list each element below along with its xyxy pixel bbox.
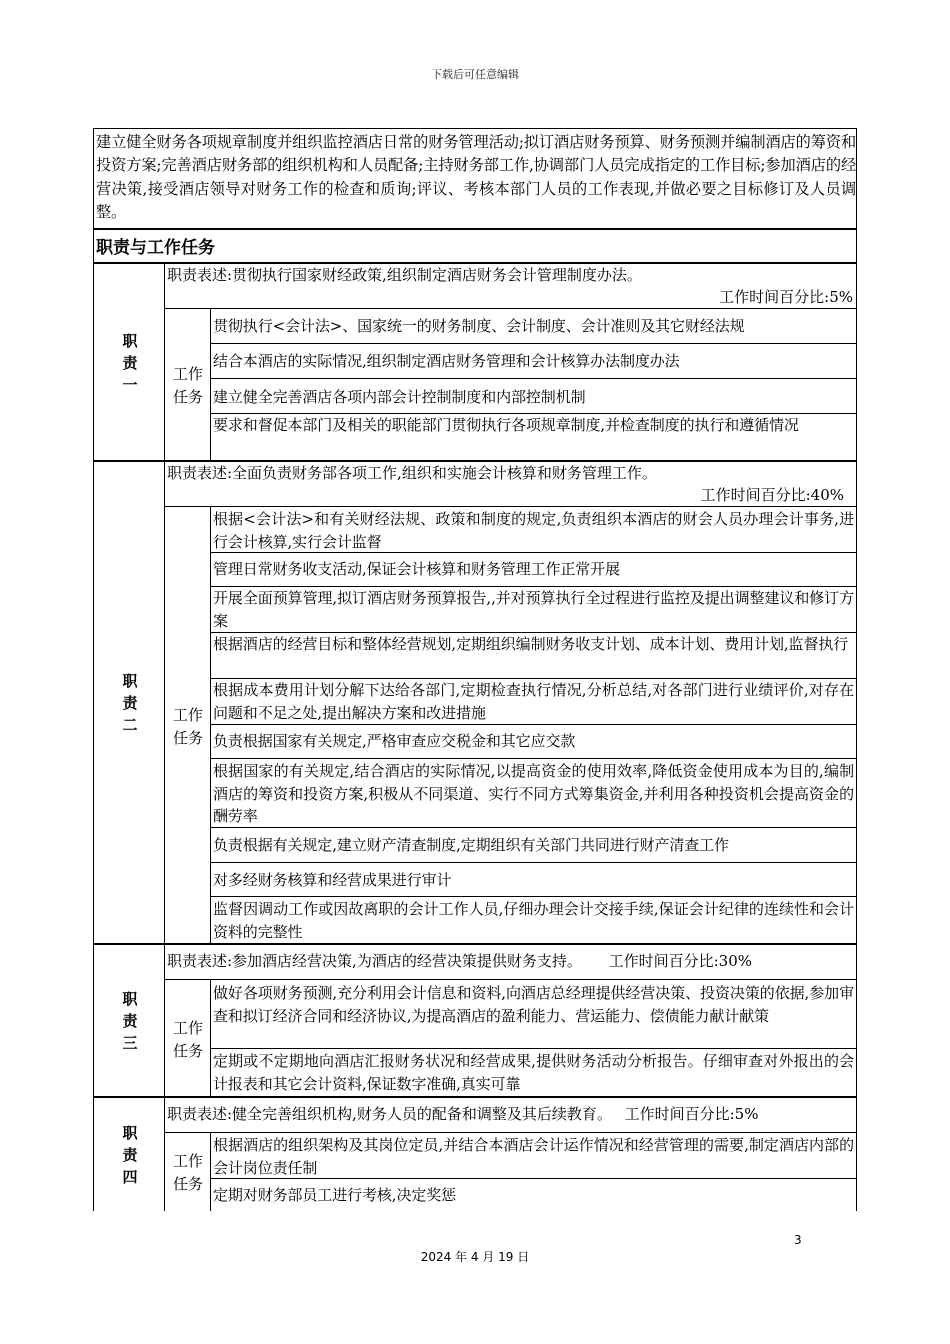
task-item: 要求和督促本部门及相关的职能部门贯彻执行各项规章制度,并检查制度的执行和遵循情况: [213, 416, 799, 434]
duty-title-text: 职责四: [122, 1124, 138, 1186]
duty-percent: 工作时间百分比:30%: [608, 952, 753, 970]
divider: [164, 1132, 857, 1133]
duty-description: [167, 950, 752, 972]
task-item: 建立健全完善酒店各项内部会计控制制度和内部控制机制: [213, 388, 586, 406]
work-label-text: 工作任务: [172, 1019, 203, 1060]
page-number: 3: [794, 1233, 802, 1247]
task-item: 管理日常财务收支活动,保证会计核算和财务管理工作正常开展: [213, 560, 620, 578]
work-label-text: 工作任务: [172, 706, 203, 747]
task-item: 定期或不定期地向酒店汇报财务状况和经营成果,提供财务活动分析报告。仔细审查对外报出的会计报表和其它会计资料,保证数字准确,真实可靠: [213, 1052, 854, 1093]
divider: [93, 943, 857, 945]
task-item: 结合本酒店的实际情况,组织制定酒店财务管理和会计核算办法制度办法: [213, 352, 680, 370]
duty-title: [96, 988, 164, 1054]
task-item: 负责根据有关规定,建立财产清查制度,定期组织有关部门共同进行财产清查工作: [213, 836, 729, 854]
task-item: 监督因调动工作或因故离职的会计工作人员,仔细办理会计交接手续,保证会计纪律的连续性和会计资料的完整性: [213, 900, 854, 941]
work-label-text: 工作任务: [172, 1152, 203, 1193]
duty-percent: 工作时间百分比:40%: [700, 486, 844, 504]
work-label: [166, 363, 210, 409]
divider: [164, 506, 857, 507]
task-item: 做好各项财务预测,充分利用会计信息和资料,向酒店总经理提供经营决策、投资决策的依据,参加审查和拟订经济合同和经济协议,为提高酒店的盈利能力、营运能力、偿债能力献计献策: [213, 984, 854, 1025]
divider: [210, 896, 857, 897]
duty-description-text: 职责表述:健全完善组织机构,财务人员的配备和调整及其后续教育。: [167, 1105, 612, 1123]
divider: [210, 862, 857, 863]
divider: [93, 228, 857, 230]
task-item: 对多经财务核算和经营成果进行审计: [213, 871, 452, 889]
work-label: [166, 1150, 210, 1196]
duty-title-text: 职责二: [122, 672, 138, 734]
task-item: 根据酒店的组织架构及其岗位定员,并结合本酒店会计运作情况和经营管理的需要,制定酒店内部的会计岗位责任制: [213, 1136, 854, 1177]
task-item: 开展全面预算管理,拟订酒店财务预算报告,,并对预算执行全过程进行监控及提出调整建议和修订方案: [213, 589, 854, 630]
divider: [210, 506, 211, 944]
duty-description-text: 职责表述:参加酒店经营决策,为酒店的经营决策提供财务支持。: [167, 952, 582, 970]
duty-title: [96, 330, 164, 396]
work-label: [166, 704, 210, 750]
task-item: 负责根据国家有关规定,严格审查应交税金和其它应交款: [213, 732, 576, 750]
work-label: [166, 1017, 210, 1063]
task-item: 定期对财务部员工进行考核,决定奖惩: [213, 1186, 457, 1204]
footer-date: 2024 年 4 月 19 日: [420, 1250, 530, 1264]
task-item: 贯彻执行<会计法>、国家统一的财务制度、会计制度、会计准则及其它财经法规: [213, 317, 745, 335]
task-item: 根据<会计法>和有关财经法规、政策和制度的规定,负责组织本酒店的财会人员办理会计事务,进行会计核算,实行会计监督: [213, 510, 854, 551]
divider: [210, 724, 857, 725]
work-label-text: 工作任务: [172, 365, 203, 406]
divider: [210, 979, 211, 1097]
role-summary: 建立健全财务各项规章制度并组织监控酒店日常的财务管理活动;拟订酒店财务预算、财务预测并编制酒店的筹资和投资方案;完善酒店财务部的组织机构和人员配备;主持财务部工作,协调部门人员完成指定的工作目标;参加酒店的经营决策,接受酒店领导对财务工作的检查和质询;评议、考核本部门人员的工作表现,并做必要之目标修订及人员调整。: [96, 133, 856, 221]
divider: [93, 1096, 857, 1098]
duty-title-text: 职责一: [122, 332, 138, 394]
task-item: 根据成本费用计划分解下达给各部门,定期检查执行情况,分析总结,对各部门进行业绩评价,对存在问题和不足之处,提出解决方案和改进措施: [213, 681, 854, 722]
task-item: 根据国家的有关规定,结合酒店的实际情况,以提高资金的使用效率,降低资金使用成本为目的,编制酒店的筹资和投资方案,积极从不同渠道、实行不同方式筹集资金,并利用各种投资机会提高资金的酬劳率: [213, 762, 854, 825]
duty-percent: 工作时间百分比:5%: [624, 1105, 759, 1123]
divider: [210, 308, 211, 461]
divider: [210, 343, 857, 344]
duty-percent: 工作时间百分比:5%: [719, 288, 853, 306]
divider: [210, 1048, 857, 1049]
divider: [164, 979, 857, 980]
duty-title: [96, 670, 164, 736]
divider: [210, 378, 857, 379]
task-item: 根据酒店的经营目标和整体经营规划,定期组织编制财务收支计划、成本计划、费用计划,监督执行: [213, 635, 849, 653]
page-header: 下载后可任意编辑: [431, 68, 519, 81]
divider: [164, 308, 857, 309]
divider: [164, 262, 165, 1211]
duty-description: [167, 1103, 758, 1125]
duty-description: 职责表述:贯彻执行国家财经政策,组织制定酒店财务会计管理制度办法。: [167, 266, 642, 284]
duty-description: 职责表述:全面负责财务部各项工作,组织和实施会计核算和财务管理工作。: [167, 464, 657, 482]
divider: [210, 1132, 211, 1211]
duty-title-text: 职责三: [122, 990, 138, 1052]
section-title: 职责与工作任务: [96, 238, 215, 258]
divider: [210, 758, 857, 759]
duty-title: [96, 1122, 164, 1188]
